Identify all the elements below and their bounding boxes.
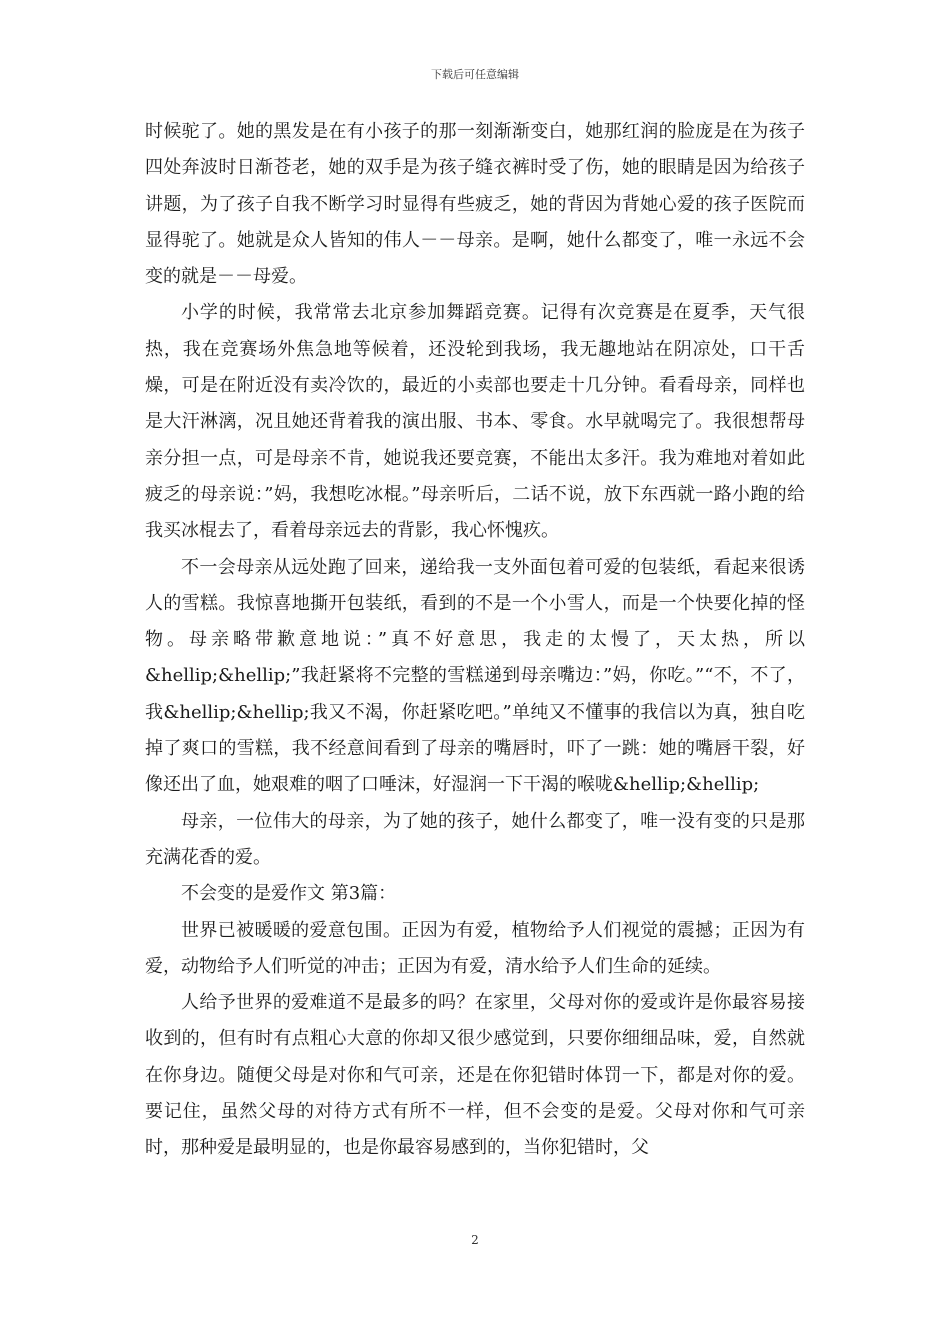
page-number: 2 (471, 1233, 479, 1247)
page-header: 下载后可任意编辑 (431, 68, 519, 81)
paragraph: 不一会母亲从远处跑了回来，递给我一支外面包着可爱的包装纸，看起来很诱人的雪糕。我惊喜地撕开包装纸，看到的不是一个小雪人，而是一个快要化掉的怪物。母亲略带歉意地说：”真不好意思，我走的太慢了，天太热，所以&hellip;&hellip;”我赶紧将不完整的雪糕递到母亲嘴边：”妈，你吃。”“不，不了，我&hellip;&hellip;我又不渴，你赶紧吃吧。”单纯又不懂事的我信以为真，独自吃掉了爽口的雪糕，我不经意间看到了母亲的嘴唇时，吓了一跳：她的嘴唇干裂，好像还出了血，她艰难的咽了口唾沫，好湿润一下干渴的喉咙&hellip;&hellip; (145, 556, 805, 796)
paragraph: 小学的时候，我常常去北京参加舞蹈竞赛。记得有次竞赛是在夏季，天气很热，我在竞赛场外焦急地等候着，还没轮到我场，我无趣地站在阴凉处，口干舌燥，可是在附近没有卖冷饮的，最近的小卖部也要走十几分钟。看看母亲，同样也是大汗淋漓，况且她还背着我的演出服、书本、零食。水早就喝完了。我很想帮母亲分担一点，可是母亲不肯，她说我还要竞赛，不能出太多汗。我为难地对着如此疲乏的母亲说：”妈，我想吃冰棍。”母亲听后，二话不说，放下东西就一路小跑的给我买冰棍去了，看着母亲远去的背影，我心怀愧疚。 (145, 302, 805, 542)
document-body (145, 114, 805, 1167)
paragraph: 母亲，一位伟大的母亲，为了她的孩子，她什么都变了，唯一没有变的只是那充满花香的爱。 (145, 810, 805, 868)
paragraph: 世界已被暖暖的爱意包围。正因为有爱，植物给予人们视觉的震撼；正因为有爱，动物给予人们听觉的冲击；正因为有爱，清水给予人们生命的延续。 (145, 919, 805, 977)
section-heading: 不会变的是爱作文 第3篇： (181, 883, 397, 905)
paragraph: 人给予世界的爱难道不是最多的吗？在家里，父母对你的爱或许是你最容易接收到的，但有时有点粗心大意的你却又很少感觉到，只要你细细品味，爱，自然就在你身边。随便父母是对你和气可亲，还是在你犯错时体罚一下，都是对你的爱。要记住，虽然父母的对待方式有所不一样，但不会变的是爱。父母对你和气可亲时，那种爱是最明显的，也是你最容易感到的，当你犯错时，父 (145, 992, 805, 1159)
paragraph-continuation: 时候驼了。她的黑发是在有小孩子的那一刻渐渐变白，她那红润的脸庞是在为孩子四处奔波时日渐苍老，她的双手是为孩子缝衣裤时受了伤，她的眼睛是因为给孩子讲题，为了孩子自我不断学习时显得有些疲乏，她的背因为背她心爱的孩子医院而显得驼了。她就是众人皆知的伟人－－母亲。是啊，她什么都变了，唯一永远不会变的就是－－母爱。 (145, 121, 805, 288)
